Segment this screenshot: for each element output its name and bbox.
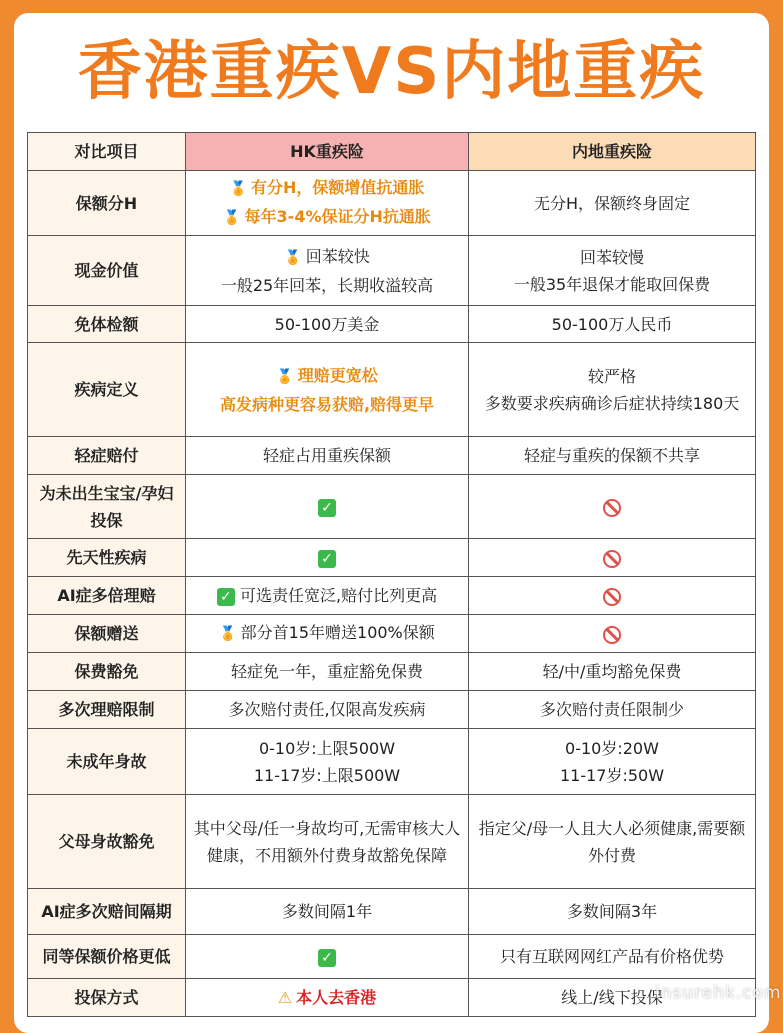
hk-cell: 50-100万美金 — [186, 306, 469, 343]
hk-cell: 多次赔付责任,仅限高发疾病 — [186, 691, 469, 729]
table-row — [28, 577, 756, 615]
ml-cell — [469, 729, 756, 795]
row-label: 多次理赔限制 — [28, 691, 186, 729]
row-label: 疾病定义 — [28, 343, 186, 437]
row-label: AI症多次赔间隔期 — [28, 889, 186, 935]
table-row — [28, 343, 756, 437]
medal-icon: 🏅 — [284, 249, 302, 266]
row-label: 保额赠送 — [28, 615, 186, 653]
check-icon: ✓ — [217, 588, 235, 606]
ml-cell — [469, 577, 756, 615]
row-label: 免体检额 — [28, 306, 186, 343]
hk-cell — [186, 577, 469, 615]
hk-cell — [186, 539, 469, 577]
warning-icon: ⚠ — [277, 988, 293, 1007]
row-label: 父母身故豁免 — [28, 795, 186, 889]
row-label: 同等保额价格更低 — [28, 935, 186, 979]
ml-text: 11-17岁:50W — [559, 765, 665, 785]
prohibited-icon — [603, 499, 621, 517]
ml-cell: 轻/中/重均豁免保费 — [469, 653, 756, 691]
hk-cell — [186, 236, 469, 306]
table-row — [28, 615, 756, 653]
watermark: insurehk.com — [655, 983, 782, 1003]
table-row — [28, 729, 756, 795]
row-label: 保额分H — [28, 171, 186, 236]
table-row — [28, 306, 756, 343]
medal-icon: 🏅 — [223, 210, 241, 226]
header-row — [28, 133, 756, 171]
table-row — [28, 437, 756, 475]
hk-cell — [186, 935, 469, 979]
prohibited-icon — [603, 550, 621, 568]
ml-text: 回苯较慢 — [579, 247, 644, 267]
ml-cell: 轻症与重疾的保额不共享 — [469, 437, 756, 475]
hk-cell — [186, 343, 469, 437]
hk-text: 0-10岁:上限500W — [258, 738, 396, 758]
hk-text: 理赔更宽松 — [297, 365, 378, 385]
hk-cell: 轻症占用重疾保额 — [186, 437, 469, 475]
hk-text: 部分首15年赠送100%保额 — [240, 623, 435, 642]
row-label: 现金价值 — [28, 236, 186, 306]
table-row — [28, 889, 756, 935]
hk-cell — [186, 615, 469, 653]
ml-text: 较严格 — [587, 366, 636, 386]
row-label: 为未出生宝宝/孕妇投保 — [28, 475, 186, 539]
ml-cell — [469, 343, 756, 437]
header-hk: HK重疾险 — [186, 133, 469, 171]
header-mainland: 内地重疾险 — [469, 133, 756, 171]
ml-cell: 多数间隔3年 — [469, 889, 756, 935]
table-row — [28, 236, 756, 306]
medal-icon: 🏅 — [229, 181, 248, 197]
hk-text: 有分H，保额增值抗通胀 — [251, 178, 425, 197]
table-row — [28, 171, 756, 236]
check-icon: ✓ — [318, 550, 336, 568]
ml-cell — [469, 615, 756, 653]
table-row — [28, 691, 756, 729]
row-label: 保费豁免 — [28, 653, 186, 691]
table-row — [28, 795, 756, 889]
hk-cell — [186, 475, 469, 539]
hk-cell: 多数间隔1年 — [186, 889, 469, 935]
table-row — [28, 475, 756, 539]
ml-cell — [469, 475, 756, 539]
ml-text: 一般35年退保才能取回保费 — [513, 274, 711, 294]
header-item: 对比项目 — [28, 133, 186, 171]
hk-cell — [186, 171, 469, 236]
row-label: 未成年身故 — [28, 729, 186, 795]
check-icon: ✓ — [318, 499, 336, 517]
hk-text: 本人去香港 — [296, 988, 377, 1007]
ml-cell: 无分H，保额终身固定 — [469, 171, 756, 236]
row-label: 投保方式 — [28, 979, 186, 1017]
hk-text: 可选责任宽泛,赔付比列更高 — [240, 586, 438, 605]
row-label: 先天性疾病 — [28, 539, 186, 577]
ml-cell: 指定父/母一人且大人必须健康,需要额外付费 — [469, 795, 756, 889]
table-row — [28, 979, 756, 1017]
table-row — [28, 539, 756, 577]
hk-text: 高发病种更容易获赔,赔得更早 — [219, 394, 435, 414]
ml-cell — [469, 539, 756, 577]
hk-cell — [186, 729, 469, 795]
ml-text: 多数要求疾病确诊后症状持续180天 — [484, 393, 740, 413]
hk-cell: 轻症免一年，重症豁免保费 — [186, 653, 469, 691]
ml-cell: 多次赔付责任限制少 — [469, 691, 756, 729]
row-label: AI症多倍理赔 — [28, 577, 186, 615]
comparison-table — [27, 132, 756, 1017]
check-icon: ✓ — [318, 949, 336, 967]
row-label: 轻症赔付 — [28, 437, 186, 475]
hk-text: 11-17岁:上限500W — [253, 765, 401, 785]
ml-cell — [469, 236, 756, 306]
table-row — [28, 935, 756, 979]
medal-icon: 🏅 — [219, 626, 237, 642]
medal-icon: 🏅 — [276, 368, 294, 385]
ml-cell: 线上/线下投保 — [469, 979, 756, 1017]
hk-text: 一般25年回苯，长期收溢较高 — [220, 275, 434, 295]
hk-text: 回苯较快 — [305, 246, 370, 266]
hk-cell: 其中父母/任一身故均可,无需审核大人健康，不用额外付费身故豁免保障 — [186, 795, 469, 889]
ml-cell: 只有互联网网红产品有价格优势 — [469, 935, 756, 979]
prohibited-icon — [603, 626, 621, 644]
ml-cell: 50-100万人民币 — [469, 306, 756, 343]
page-title: 香港重疾VS内地重疾 — [77, 35, 706, 109]
ml-text: 0-10岁:20W — [565, 738, 659, 758]
hk-text: 每年3-4%保证分H抗通胀 — [244, 207, 431, 226]
table-row — [28, 653, 756, 691]
prohibited-icon — [603, 588, 621, 606]
hk-cell — [186, 979, 469, 1017]
